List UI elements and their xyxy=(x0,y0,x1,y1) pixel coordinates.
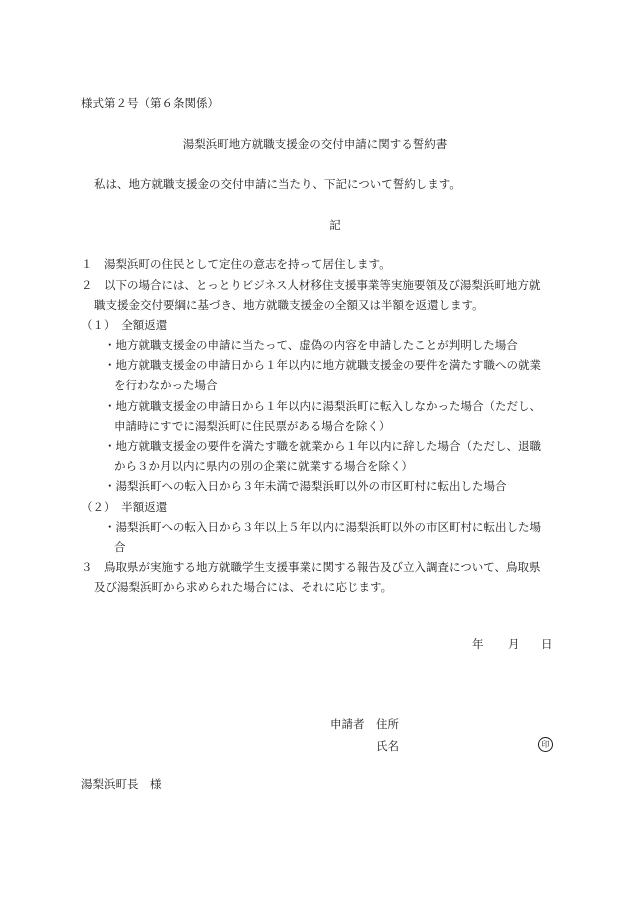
bullet-3-line-2: 申請時にすでに湯梨浜町に住民票がある場合を除く） xyxy=(114,419,391,433)
pledge-item-2-line-2: 職支援金交付要綱に基づき、地方就職支援金の全額又は半額を返還します。 xyxy=(94,298,484,312)
date-year-label: 年 xyxy=(472,637,484,651)
bullet-4-line-2: から３か月以内に県内の別の企業に就業する場合を除く） xyxy=(114,459,413,473)
bullet-3-line-1: ・地方就職支援金の申請日から１年以内に湯梨浜町に転入しなかった場合（ただし、 xyxy=(104,399,541,413)
bullet-6-line-1: ・湯梨浜町への転入日から３年以上５年以内に湯梨浜町以外の市区町村に転出した場 xyxy=(104,520,541,534)
bullet-4-line-1: ・地方就職支援金の要件を満たす職を就業から１年以内に辞した場合（ただし、退職 xyxy=(104,439,541,453)
ki-heading: 記 xyxy=(329,218,341,232)
pledge-item-1: １ 湯梨浜町の住民として定住の意志を持って居住します。 xyxy=(81,257,391,271)
seal-mark: 印 xyxy=(538,737,553,752)
bullet-5: ・湯梨浜町への転入日から３年未満で湯梨浜町以外の市区町村に転出した場合 xyxy=(104,479,507,493)
document-title: 湯梨浜町地方就職支援金の交付申請に関する誓約書 xyxy=(182,137,448,151)
section-full-refund: （１） 全額返還 xyxy=(81,318,168,332)
pledge-item-2-line-1: ２ 以下の場合には、とっとりビジネス人材移住支援事業等実施要領及び湯梨浜町地方就 xyxy=(81,278,541,292)
address-label: 住所 xyxy=(376,717,399,731)
pledge-item-3-line-2: 及び湯梨浜町から求められた場合には、それに応じます。 xyxy=(94,580,393,594)
intro-statement: 私は、地方就職支援金の交付申請に当たり、下記について誓約します。 xyxy=(94,177,461,191)
bullet-6-line-2: 合 xyxy=(114,540,126,554)
date-day-label: 日 xyxy=(541,637,553,651)
section-half-refund: （２） 半額返還 xyxy=(81,500,168,514)
date-month-label: 月 xyxy=(508,637,520,651)
name-label: 氏名 xyxy=(376,739,399,753)
bullet-2-line-1: ・地方就職支援金の申請日から１年以内に地方就職支援金の要件を満たす職への就業 xyxy=(104,358,541,372)
form-number: 様式第２号（第６条関係） xyxy=(81,96,219,110)
applicant-label: 申請者 xyxy=(330,717,365,731)
pledge-item-3-line-1: ３ 鳥取県が実施する地方就職学生支援事業に関する報告及び立入調査について、鳥取県 xyxy=(81,560,541,574)
bullet-2-line-2: を行わなかった場合 xyxy=(114,378,218,392)
bullet-1: ・地方就職支援金の申請に当たって、虚偽の内容を申請したことが判明した場合 xyxy=(104,338,518,352)
addressee: 湯梨浜町長 様 xyxy=(81,777,162,791)
